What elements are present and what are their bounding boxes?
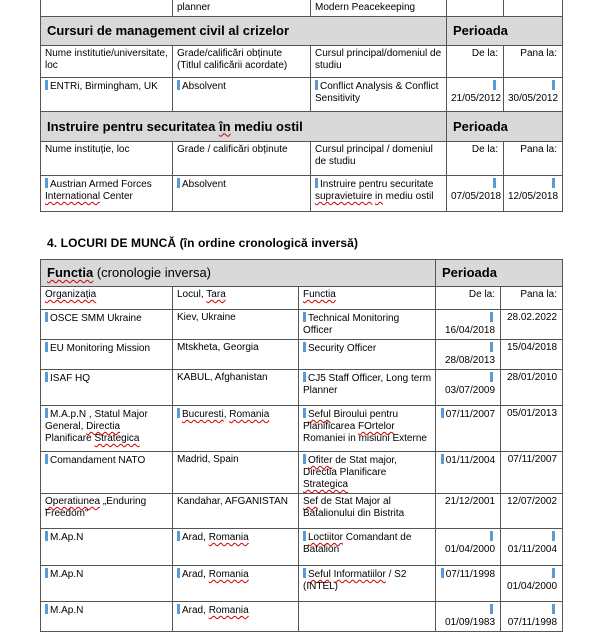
field-marker-icon — [303, 531, 306, 541]
col-header: Nume instituție, loc — [41, 142, 173, 176]
field-marker-icon — [177, 178, 180, 188]
cell: 07/05/2018 — [451, 191, 502, 202]
field-marker-icon — [552, 568, 555, 578]
crisis-courses-header — [41, 17, 563, 46]
field-marker-icon — [177, 568, 180, 578]
col-header: De la: — [447, 142, 504, 176]
hostile-env-header — [41, 112, 563, 142]
field-marker-icon — [315, 178, 318, 188]
column-headers — [41, 142, 563, 176]
jobs-header — [41, 260, 563, 287]
cell: planner — [173, 0, 311, 17]
period-header: Perioada — [436, 260, 563, 287]
table-row: Austrian Armed Forces International Center Absolvent Instruire pentru securitate supravietuire in mediu ostil 07/05/2018 12/05/2018 — [41, 176, 563, 212]
col-header: De la: — [447, 46, 504, 78]
cell: ENTRi, Birmingham, UK — [50, 81, 158, 92]
field-marker-icon — [490, 604, 493, 614]
table-row: Operatiunea „Enduring Freedom" Kandahar, AFGANISTAN Sef de Stat Major al Batalionului din Bistrita 21/12/2001 12/07/2002 — [41, 494, 563, 529]
training-table — [40, 0, 563, 212]
field-marker-icon — [490, 342, 493, 352]
field-marker-icon — [552, 531, 555, 541]
field-marker-icon — [303, 454, 306, 464]
cell: 30/05/2012 — [508, 93, 559, 104]
period-header: Perioada — [447, 112, 563, 142]
cell: Absolvent — [182, 81, 226, 92]
field-marker-icon — [490, 531, 493, 541]
field-marker-icon — [177, 80, 180, 90]
col-header: Locul, Tara — [173, 287, 299, 310]
field-marker-icon — [45, 454, 48, 464]
table-row: M.A.p.N , Statul Major General, Directia Planificare Strategica Bucuresti, Romania Seful Biroului pentru Planificarea FOrtelor Romaniei in misiuni Externe 07/11/2007 05/01/2013 — [41, 406, 563, 452]
col-header: Cursul principal / domeniul de studiu — [311, 142, 447, 176]
field-marker-icon — [490, 312, 493, 322]
table-row: M.Ap.N Arad, Romania 01/09/1983 07/11/1998 — [41, 602, 563, 632]
field-marker-icon — [303, 342, 306, 352]
field-marker-icon — [45, 604, 48, 614]
col-header: Grade / calificări obținute — [173, 142, 311, 176]
section-title: Cursuri de management civil al crizelor — [41, 17, 447, 46]
table-row: EU Monitoring Mission Mtskheta, Georgia Security Officer 28/08/2013 15/04/2018 — [41, 340, 563, 370]
field-marker-icon — [441, 408, 444, 418]
field-marker-icon — [45, 408, 48, 418]
field-marker-icon — [493, 178, 496, 188]
table-row: Comandament NATO Madrid, Spain Ofiter de Stat major, Directia Planificare Strategica 01/11/2004 07/11/2007 — [41, 452, 563, 494]
field-marker-icon — [45, 372, 48, 382]
col-header: Functia — [299, 287, 436, 310]
col-header: De la: — [436, 287, 501, 310]
field-marker-icon — [45, 568, 48, 578]
field-marker-icon — [552, 80, 555, 90]
field-marker-icon — [441, 568, 444, 578]
col-header: Grade/calificări obținute (Titlul calificării acordate) — [173, 46, 311, 78]
field-marker-icon — [303, 568, 306, 578]
field-marker-icon — [303, 372, 306, 382]
col-header: Pana la: — [504, 46, 563, 78]
field-marker-icon — [45, 178, 48, 188]
field-marker-icon — [552, 178, 555, 188]
col-header: Organizația — [41, 287, 173, 310]
cell: Conflict Analysis & Conflict Sensitivity — [315, 81, 439, 104]
table-row — [41, 78, 563, 112]
cell: Absolvent — [182, 179, 226, 190]
field-marker-icon — [303, 312, 306, 322]
field-marker-icon — [552, 604, 555, 614]
col-header: Pana la: — [501, 287, 563, 310]
field-marker-icon — [177, 531, 180, 541]
field-marker-icon — [45, 342, 48, 352]
field-marker-icon — [177, 408, 180, 418]
cell: 12/05/2018 — [508, 191, 559, 202]
field-marker-icon — [45, 80, 48, 90]
table-row: ISAF HQ KABUL, Afghanistan CJ5 Staff Officer, Long term Planner 03/07/2009 28/01/2010 — [41, 370, 563, 406]
col-header: Nume institutie/universitate, loc — [41, 46, 173, 78]
table-row: M.Ap.N Arad, Romania Seful Informatiilor / S2 (INTEL) 07/11/1998 01/04/2000 — [41, 566, 563, 602]
col-header: Pana la: — [504, 142, 563, 176]
table-row — [41, 0, 563, 17]
field-marker-icon — [177, 604, 180, 614]
cell: 21/05/2012 — [451, 93, 502, 104]
section-heading: 4. LOCURI DE MUNCĂ (în ordine cronologică inversă) — [47, 236, 359, 250]
table-row: M.Ap.N Arad, Romania Loctiitor Comandant de Batalion 01/04/2000 01/11/2004 — [41, 529, 563, 566]
section-title: Instruire pentru securitatea în mediu ostil — [41, 112, 447, 142]
field-marker-icon — [45, 312, 48, 322]
field-marker-icon — [45, 531, 48, 541]
field-marker-icon — [490, 372, 493, 382]
field-marker-icon — [303, 408, 306, 418]
col-header: Cursul principal/domeniul de studiu — [311, 46, 447, 78]
period-header: Perioada — [447, 17, 563, 46]
column-headers — [41, 287, 563, 310]
table-row: OSCE SMM Ukraine Kiev, Ukraine Technical Monitoring Officer 16/04/2018 28.02.2022 — [41, 310, 563, 340]
section-title: Functia (cronologie inversa) — [41, 260, 436, 287]
cell: Modern Peacekeeping — [311, 0, 447, 17]
column-headers — [41, 46, 563, 78]
jobs-table — [40, 259, 563, 632]
field-marker-icon — [315, 80, 318, 90]
field-marker-icon — [441, 454, 444, 464]
field-marker-icon — [493, 80, 496, 90]
